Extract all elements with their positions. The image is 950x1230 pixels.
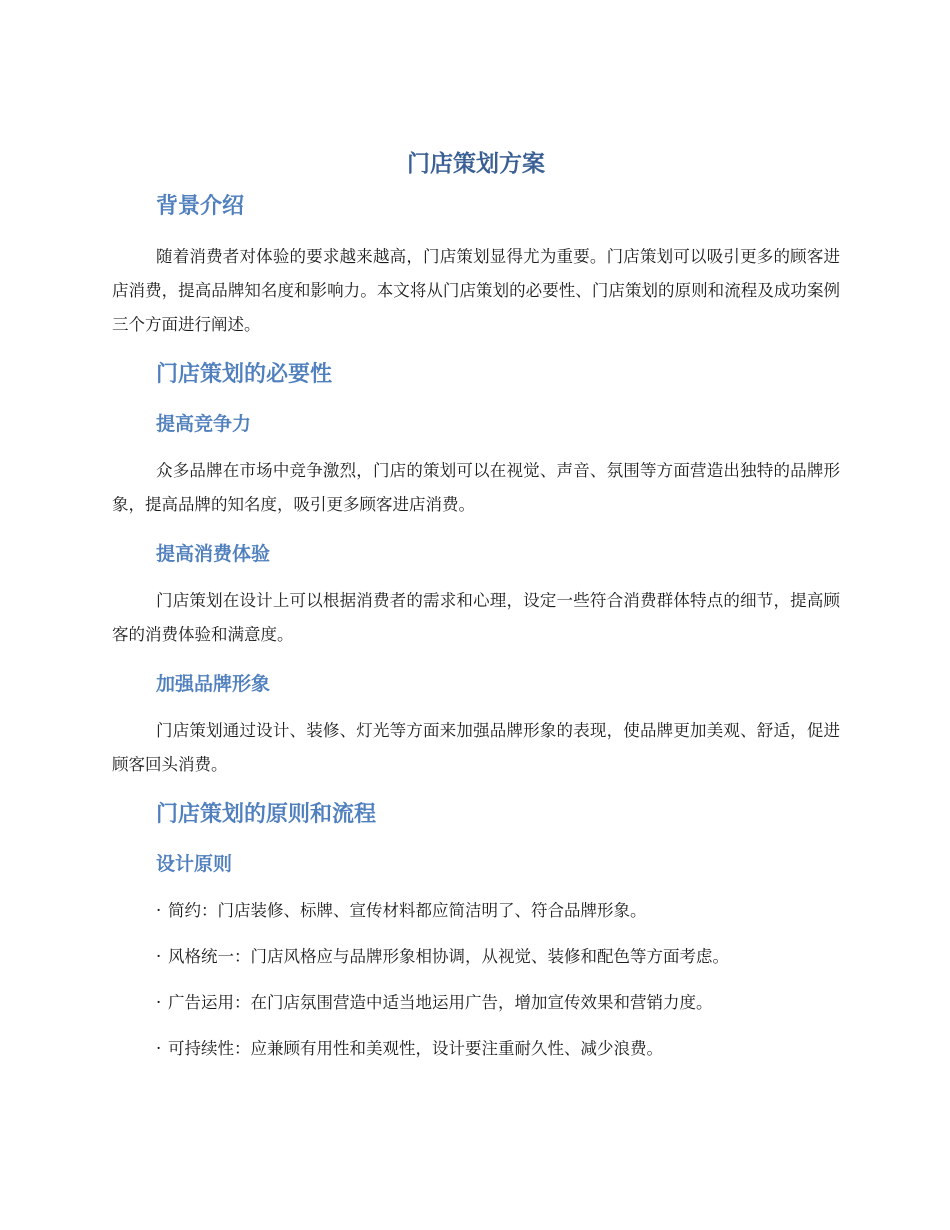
list-item	[112, 986, 840, 1020]
list-item-text: 简约：门店装修、标牌、宣传材料都应简洁明了、符合品牌形象。	[168, 901, 647, 920]
document-content	[112, 146, 840, 1066]
section-heading-necessity: 门店策划的必要性	[156, 362, 333, 387]
subsection-paragraph-competitiveness: 众多品牌在市场中竞争激烈，门店的策划可以在视觉、声音、氛围等方面营造出独特的品牌形象，提高品牌的知名度，吸引更多顾客进店消费。	[112, 461, 840, 514]
list-item-text: 广告运用：在门店氛围营造中适当地运用广告，增加宣传效果和营销力度。	[168, 993, 713, 1012]
subsection-paragraph-brand-image: 门店策划通过设计、装修、灯光等方面来加强品牌形象的表现，使品牌更加美观、舒适，促进顾客回头消费。	[112, 721, 840, 774]
subsection-heading-design-principles: 设计原则	[156, 853, 233, 875]
section-paragraph-background: 随着消费者对体验的要求越来越高，门店策划显得尤为重要。门店策划可以吸引更多的顾客进店消费，提高品牌知名度和影响力。本文将从门店策划的必要性、门店策划的原则和流程及成功案例三个方面进行阐述。	[112, 247, 840, 334]
bullet-marker: ·	[156, 901, 162, 920]
list-item	[112, 940, 840, 974]
section-heading-principles-process: 门店策划的原则和流程	[156, 802, 377, 827]
subsection-heading-experience: 提高消费体验	[156, 543, 271, 565]
list-item-text: 可持续性：应兼顾有用性和美观性，设计要注重耐久性、减少浪费。	[168, 1039, 663, 1058]
section-heading-background: 背景介绍	[156, 194, 245, 219]
subsection-heading-brand-image: 加强品牌形象	[156, 673, 271, 695]
list-item	[112, 1032, 840, 1066]
document-title: 门店策划方案	[407, 151, 545, 177]
bullet-marker: ·	[156, 1039, 162, 1058]
subsection-heading-competitiveness: 提高竞争力	[156, 413, 252, 435]
subsection-paragraph-experience: 门店策划在设计上可以根据消费者的需求和心理，设定一些符合消费群体特点的细节，提高顾客的消费体验和满意度。	[112, 591, 840, 644]
bullet-marker: ·	[156, 993, 162, 1012]
list-item	[112, 894, 840, 928]
list-item-text: 风格统一：门店风格应与品牌形象相协调，从视觉、装修和配色等方面考虑。	[168, 947, 729, 966]
bullet-marker: ·	[156, 947, 162, 966]
